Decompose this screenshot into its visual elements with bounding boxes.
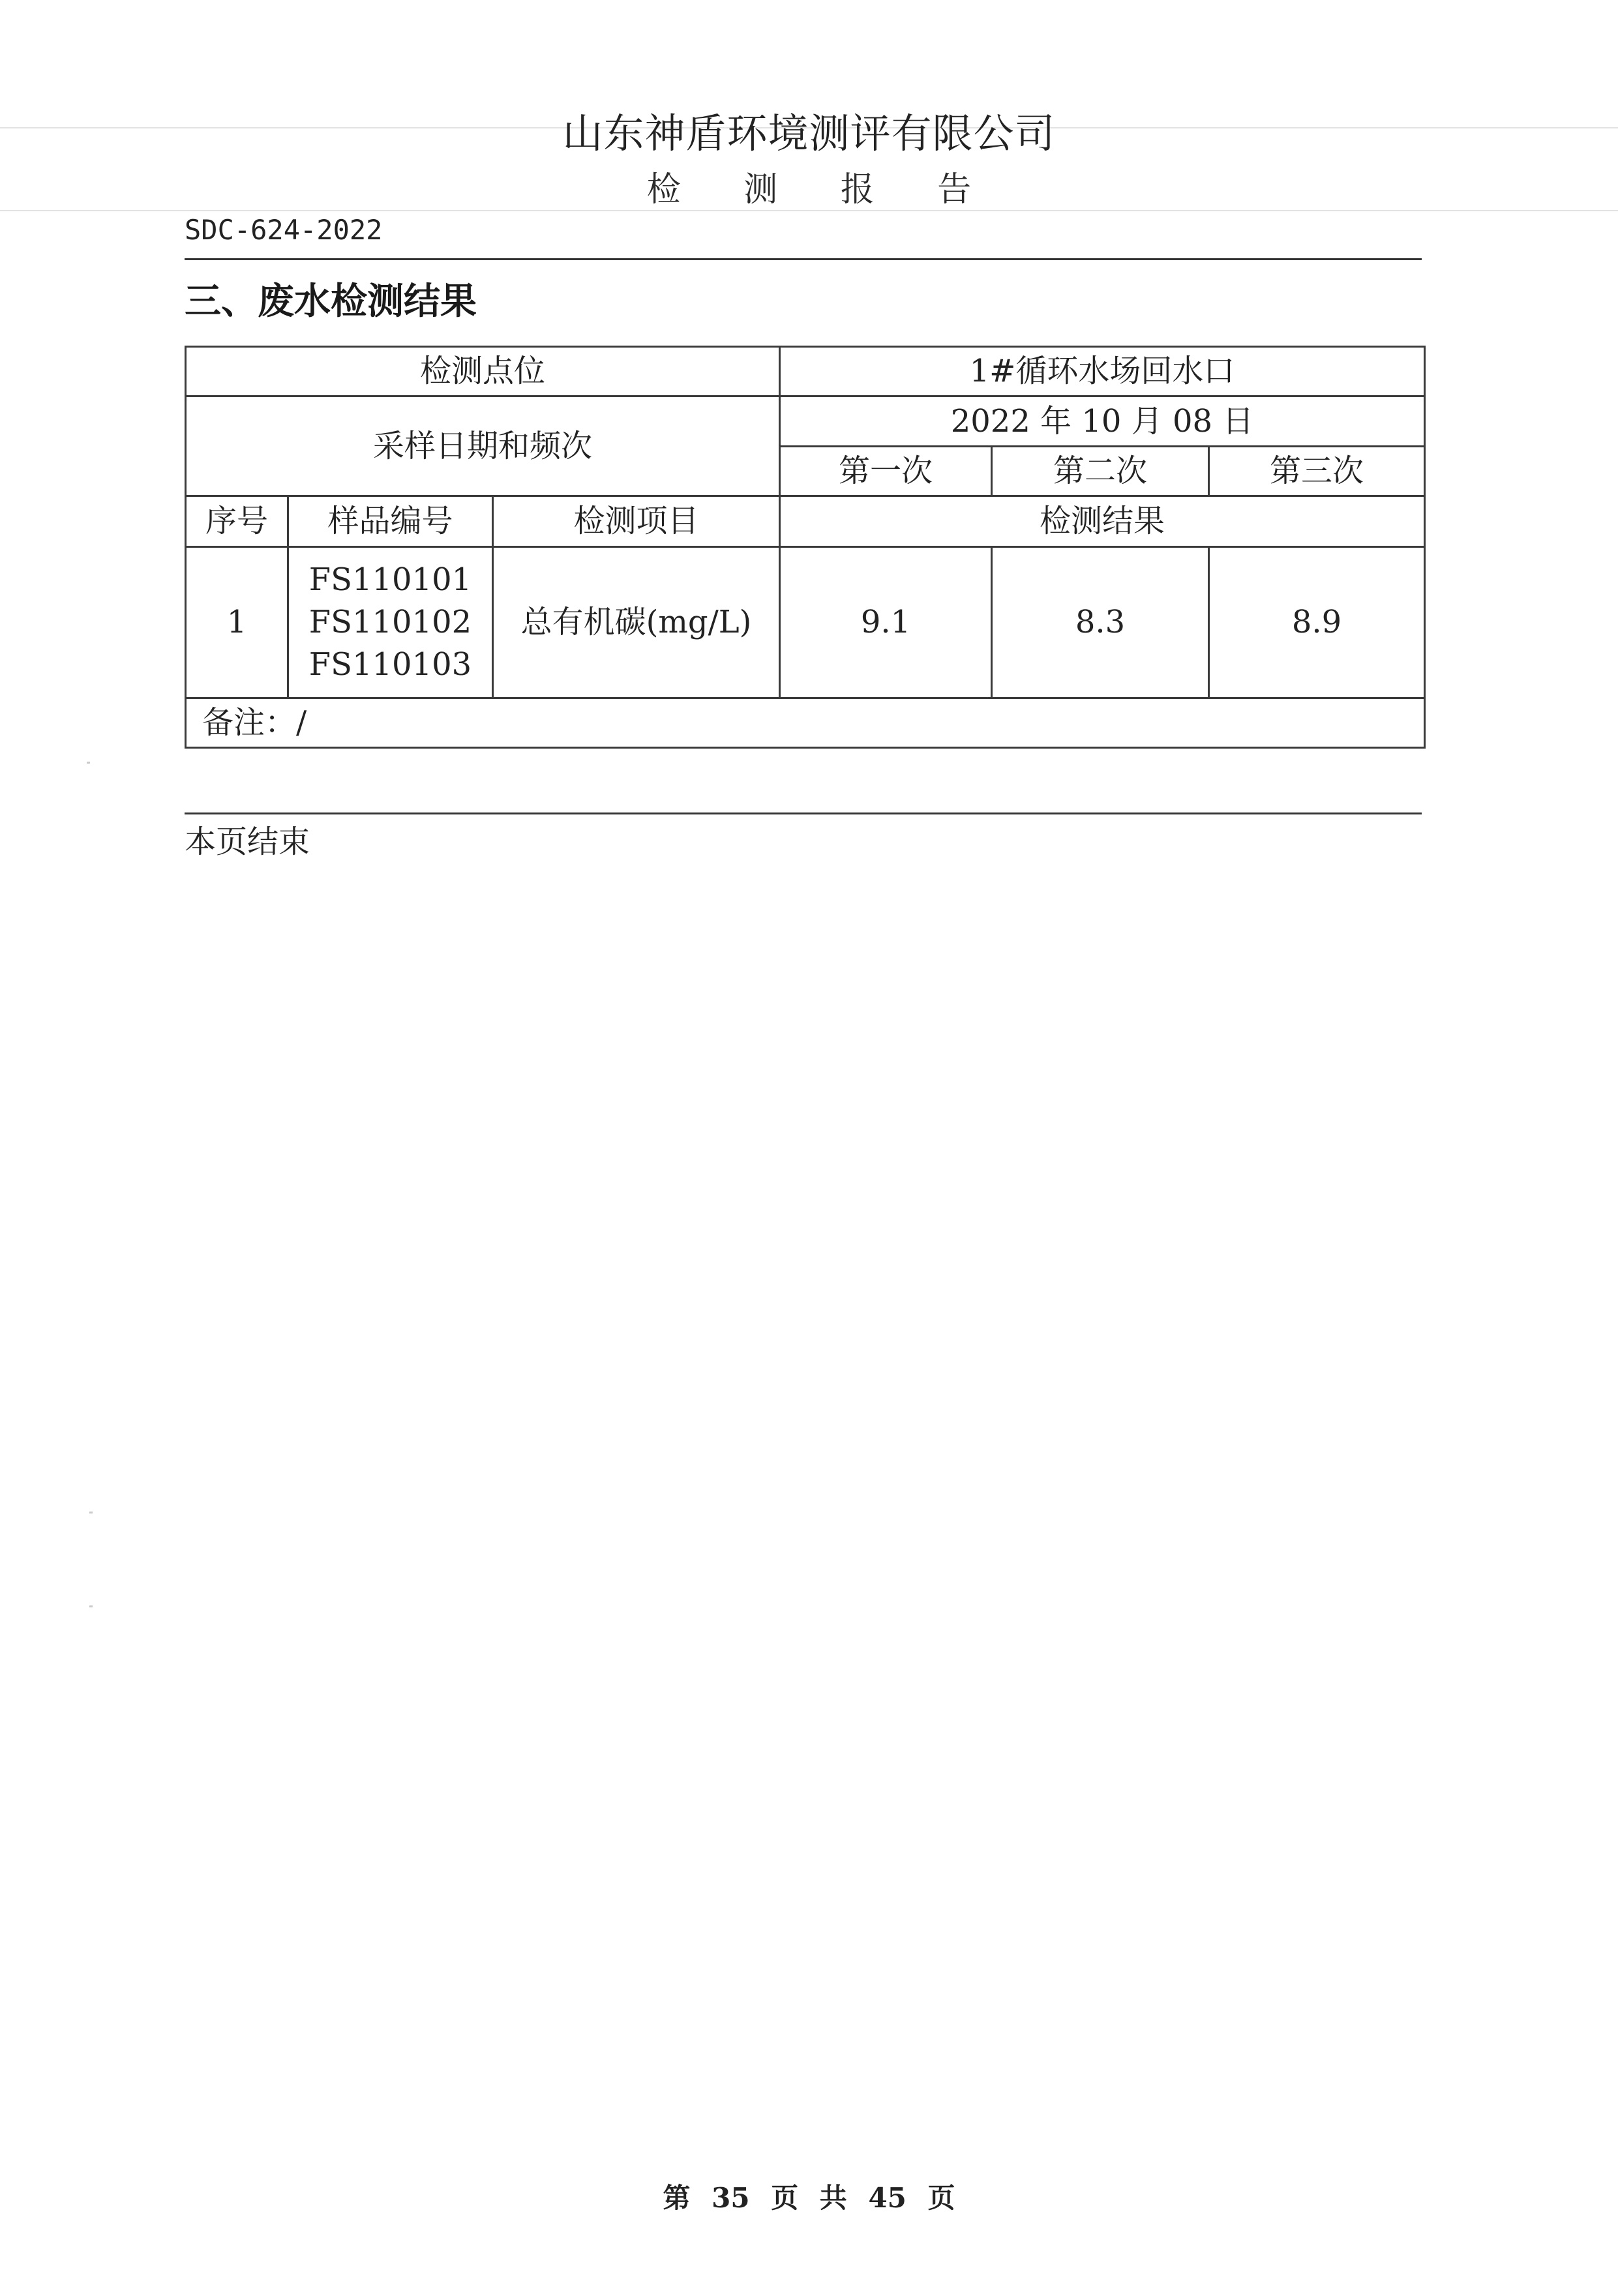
sample-id: FS110102 xyxy=(308,604,472,641)
sample-id: FS110103 xyxy=(308,646,472,683)
section-title: 三、废水检测结果 xyxy=(185,280,477,323)
monitoring-point-value: 1#循环水场回水口 xyxy=(780,347,1425,396)
result-value-2: 8.3 xyxy=(992,547,1209,698)
report-title: 检 测 报 告 xyxy=(646,170,998,209)
result-value-3: 8.9 xyxy=(1209,547,1425,698)
table-row xyxy=(186,347,1425,396)
row-item: 总有机碳(mg/L) xyxy=(493,547,780,698)
note: 备注：/ xyxy=(186,698,1425,747)
footer-total-pages: 45 xyxy=(868,2182,906,2214)
sampling-date-label: 采样日期和频次 xyxy=(186,396,780,496)
end-rule xyxy=(185,813,1422,814)
footer-suffix: 页 xyxy=(927,2182,955,2214)
footer-current-page: 35 xyxy=(712,2182,750,2214)
frequency-3: 第三次 xyxy=(1209,446,1425,496)
frequency-2: 第二次 xyxy=(992,446,1209,496)
header-rule xyxy=(185,258,1422,260)
page-end-text: 本页结束 xyxy=(185,824,310,860)
row-sample-ids xyxy=(288,547,493,698)
table-row xyxy=(186,698,1425,747)
page-footer xyxy=(0,2177,1618,2216)
row-seq: 1 xyxy=(186,547,288,698)
col-header-result: 检测结果 xyxy=(780,496,1425,547)
col-header-item: 检测项目 xyxy=(493,496,780,547)
scan-speck xyxy=(87,762,90,764)
company-name: 山东神盾环境测评有限公司 xyxy=(562,110,1056,157)
monitoring-point-label: 检测点位 xyxy=(186,347,780,396)
col-header-seq: 序号 xyxy=(186,496,288,547)
table-row xyxy=(186,547,1425,698)
scan-speck xyxy=(89,1512,93,1513)
footer-middle: 页 共 xyxy=(771,2182,847,2214)
wastewater-result-table xyxy=(185,346,1426,749)
footer-prefix: 第 xyxy=(663,2182,691,2214)
result-value-1: 9.1 xyxy=(780,547,992,698)
sampling-date: 2022 年 10 月 08 日 xyxy=(780,396,1425,446)
col-header-sample-id: 样品编号 xyxy=(288,496,493,547)
document-number: SDC-624-2022 xyxy=(185,214,383,246)
sample-id: FS110101 xyxy=(308,561,472,599)
scan-speck xyxy=(89,1605,93,1607)
table-row xyxy=(186,396,1425,446)
table-header-row xyxy=(186,496,1425,547)
frequency-1: 第一次 xyxy=(780,446,992,496)
